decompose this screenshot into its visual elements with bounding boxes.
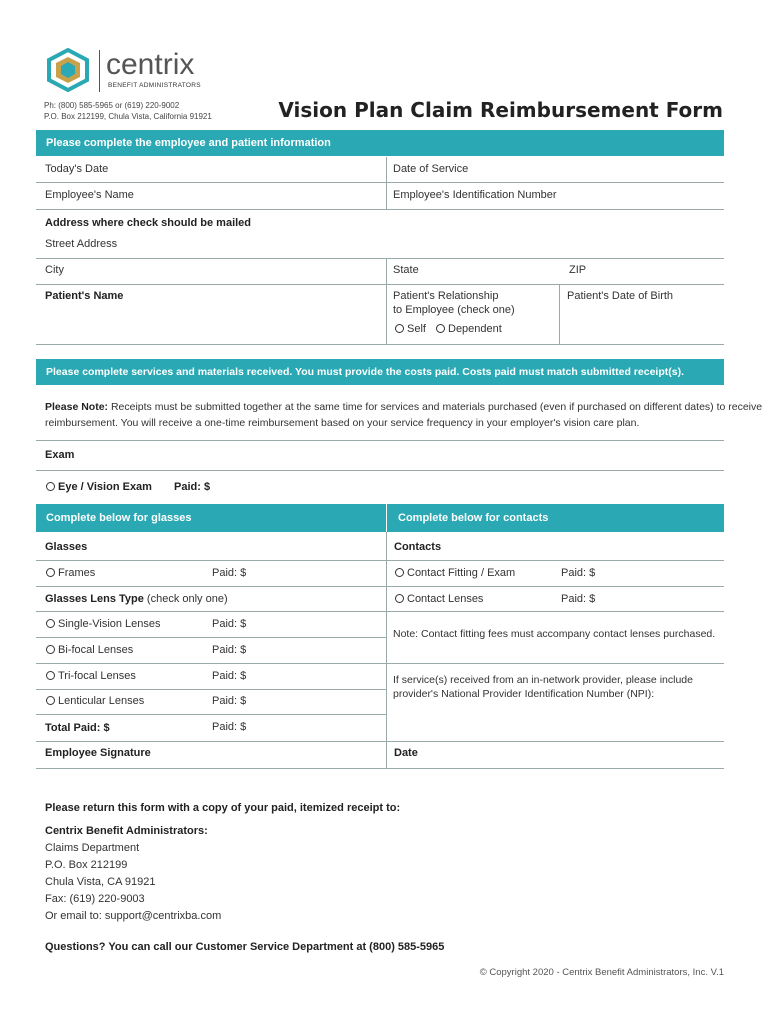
city-state-zip: Chula Vista, CA 91921 (45, 876, 156, 888)
company-name: Centrix Benefit Administrators: (45, 825, 208, 837)
state-label: State (393, 264, 419, 276)
relationship-label-1: Patient's Relationship (393, 290, 499, 302)
contacts-banner: Complete below for contacts (387, 504, 724, 532)
questions-line: Questions? You can call our Customer Service Department at (800) 585-5965 (45, 941, 445, 953)
lens-type-label: Glasses Lens Type (check only one) (45, 593, 228, 605)
radio-circle-icon (46, 671, 55, 680)
date-of-service-label: Date of Service (393, 163, 469, 175)
contact-lenses-radio[interactable]: Contact Lenses (395, 593, 483, 605)
logo (44, 48, 214, 94)
radio-circle-icon (46, 645, 55, 654)
total-paid-amount: Paid: $ (212, 721, 247, 733)
radio-circle-icon (46, 568, 55, 577)
employee-signature-label: Employee Signature (45, 747, 151, 759)
city-label: City (45, 264, 64, 276)
email[interactable]: Or email to: support@centrixba.com (45, 910, 222, 922)
radio-circle-icon (395, 594, 404, 603)
section1-banner: Please complete the employee and patient information (36, 130, 724, 156)
patient-name-label: Patient's Name (45, 290, 124, 302)
centrix-logo-icon (44, 48, 92, 92)
lenticular-paid: Paid: $ (212, 695, 247, 707)
frames-paid: Paid: $ (212, 567, 247, 579)
exam-heading: Exam (45, 449, 75, 461)
single-vision-radio[interactable]: Single-Vision Lenses (46, 618, 161, 630)
date-label: Date (394, 747, 418, 759)
po-box: P.O. Box 212199 (45, 859, 128, 871)
section2-banner: Please complete services and materials received. You must provide the costs paid. Costs paid must match submitted receipt(s). (36, 359, 724, 385)
bifocal-radio[interactable]: Bi-focal Lenses (46, 644, 133, 656)
zip-label: ZIP (569, 264, 587, 276)
page-title: Vision Plan Claim Reimbursement Form (278, 98, 723, 122)
self-radio[interactable]: Self (395, 323, 426, 335)
total-paid-label: Total Paid: $ (45, 722, 110, 734)
dependent-radio[interactable]: Dependent (436, 323, 502, 335)
brand-sub: BENEFIT ADMINISTRATORS (108, 82, 201, 89)
todays-date-label: Today's Date (45, 163, 109, 175)
single-vision-paid: Paid: $ (212, 618, 247, 630)
contact-fitting-radio[interactable]: Contact Fitting / Exam (395, 567, 515, 579)
header-phone: Ph: (800) 585-5965 or (619) 220-9002 (44, 101, 180, 110)
glasses-heading: Glasses (45, 541, 88, 553)
address-heading: Address where check should be mailed (45, 217, 252, 229)
return-line: Please return this form with a copy of your paid, itemized receipt to: (45, 802, 401, 814)
radio-circle-icon (395, 568, 404, 577)
logo-divider (99, 50, 100, 92)
exam-paid-label: Paid: $ (174, 481, 211, 493)
glasses-banner: Complete below for glasses (36, 504, 386, 532)
contacts-note: Note: Contact fitting fees must accompany contact lenses purchased. (393, 628, 716, 640)
npi-line-1: If service(s) received from an in-network provider, please include (393, 674, 693, 686)
header-address: P.O. Box 212199, Chula Vista, California 91921 (44, 112, 212, 121)
bifocal-paid: Paid: $ (212, 644, 247, 656)
npi-line-2: provider's National Provider Identification Number (NPI): (393, 688, 655, 700)
contact-fitting-paid: Paid: $ (561, 567, 596, 579)
trifocal-paid: Paid: $ (212, 670, 247, 682)
employee-id-label: Employee's Identification Number (393, 189, 557, 201)
claims-department: Claims Department (45, 842, 140, 854)
radio-circle-icon (395, 324, 404, 333)
trifocal-radio[interactable]: Tri-focal Lenses (46, 670, 136, 682)
lenticular-radio[interactable]: Lenticular Lenses (46, 695, 144, 707)
frames-radio[interactable]: Frames (46, 567, 95, 579)
employee-name-label: Employee's Name (45, 189, 134, 201)
brand-name: centrix (106, 48, 195, 81)
eye-exam-radio[interactable]: Eye / Vision Exam (46, 481, 152, 493)
radio-circle-icon (46, 696, 55, 705)
note-line-1: Please Note: Receipts must be submitted together at the same time for services and materials purchased (even if purchased on different dates) to receive (45, 401, 763, 413)
radio-circle-icon (46, 482, 55, 491)
patient-dob-label: Patient's Date of Birth (567, 290, 674, 302)
radio-circle-icon (436, 324, 445, 333)
relationship-label-2: to Employee (check one) (393, 304, 515, 316)
fax: Fax: (619) 220-9003 (45, 893, 145, 905)
radio-circle-icon (46, 619, 55, 628)
contacts-heading: Contacts (394, 541, 442, 553)
contact-lenses-paid: Paid: $ (561, 593, 596, 605)
copyright: © Copyright 2020 - Centrix Benefit Administrators, Inc. V.1 (479, 967, 724, 978)
note-line-2: reimbursement. You will receive a one-time reimbursement based on your service frequency in your employer's vision care plan. (45, 417, 640, 429)
street-address-label: Street Address (45, 238, 118, 250)
